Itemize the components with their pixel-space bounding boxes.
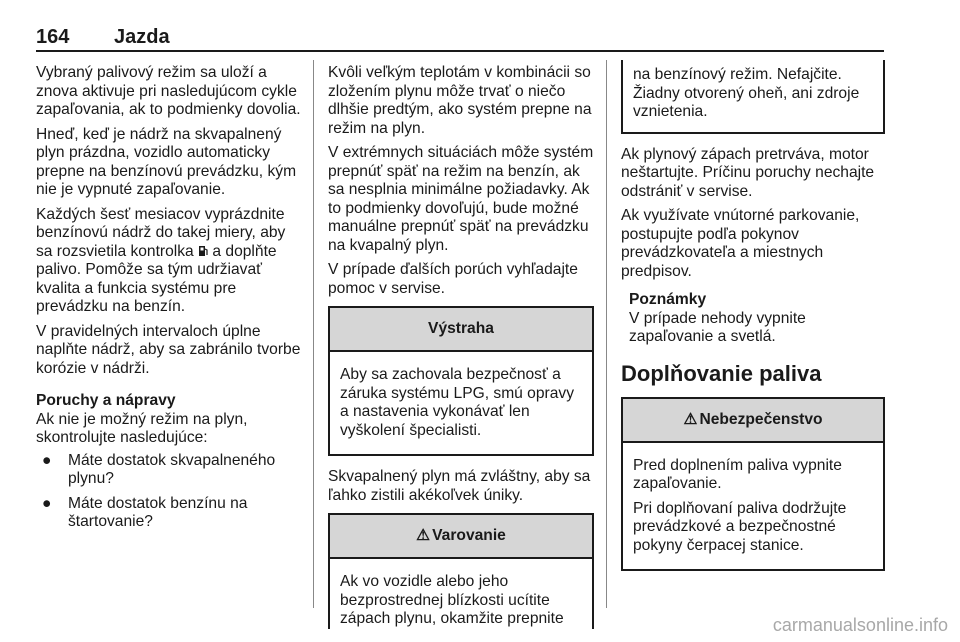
paragraph: Skvapalnený plyn má zvláštny, aby sa ľahko zistili akékoľvek úniky. bbox=[328, 468, 591, 504]
warning-triangle-icon: ⚠ bbox=[683, 410, 698, 428]
warning-box bbox=[328, 306, 594, 456]
column-1 bbox=[36, 64, 304, 538]
bullet-icon: ● bbox=[42, 494, 52, 512]
column-2 bbox=[328, 64, 594, 629]
caution-box-continued bbox=[621, 60, 885, 134]
box-text: Ak vo vozidle alebo jeho bezprostrednej blízkosti ucítite zápach plynu, okamžite prepnite bbox=[340, 573, 564, 627]
note-title: Poznámky bbox=[629, 291, 707, 308]
paragraph: V prípade ďalších porúch vyhľadajte pomoc v servise. bbox=[328, 261, 578, 297]
paragraph: V extrémnych situáciách môže systém prepnúť späť na režim na benzín, ak sa nesplnia minimálne požiadavky. Ak to podmienky dovoľujú, bude možné manuálne prepnúť späť na prevádzku na kvapalný plyn. bbox=[328, 144, 594, 254]
column-3 bbox=[621, 64, 885, 583]
paragraph: Ak nie je možný režim na plyn, skontrolujte nasledujúce: bbox=[36, 410, 248, 446]
page-header bbox=[36, 24, 884, 52]
danger-box bbox=[621, 397, 885, 572]
box-text: Pri doplňovaní paliva dodržujte prevádzkové a bezpečnostné pokyny čerpacej stanice. bbox=[633, 499, 847, 554]
list-item: ● Máte dostatok skvapalneného plynu? bbox=[42, 451, 276, 487]
watermark: carmanualsonline.info bbox=[772, 615, 948, 635]
paragraph: Hneď, keď je nádrž na skvapalnený plyn prázdna, vozidlo automaticky prepne na benzínovú prevádzku, kým nie je vypnuté zapaľovanie. bbox=[36, 125, 297, 198]
note bbox=[621, 291, 885, 347]
paragraph: Vybraný palivový režim sa uloží a znova aktivuje pri nasledujúcom cykle zapaľovania, ak to podmienky dovolia. bbox=[36, 64, 301, 118]
box-title: Výstraha bbox=[330, 308, 592, 352]
box-text: na benzínový režim. Nefajčite. Žiadny otvorený oheň, ani zdroje vznietenia. bbox=[633, 66, 860, 120]
column-divider bbox=[606, 60, 607, 608]
list-item: ● Máte dostatok benzínu na štartovanie? bbox=[42, 494, 248, 530]
paragraph: Kvôli veľkým teplotám v kombinácii so zložením plynu môže trvať o niečo dlhšie predtým, ako systém prepne na režim na plyn. bbox=[328, 64, 592, 137]
paragraph: Ak využívate vnútorné parkovanie, postupujte podľa pokynov prevádzkovateľa a miestnych predpisov. bbox=[621, 207, 860, 280]
checklist bbox=[36, 452, 304, 532]
paragraph: Ak plynový zápach pretrváva, motor neštartujte. Príčinu poruchy nechajte odstrániť v servise. bbox=[621, 145, 875, 200]
warning-triangle-icon: ⚠ bbox=[416, 527, 431, 544]
box-text: Pred doplnením paliva vypnite zapaľovanie. bbox=[633, 456, 842, 492]
section-title: Poruchy a nápravy bbox=[36, 392, 176, 409]
column-divider bbox=[313, 60, 314, 608]
chapter-title: Jazda bbox=[114, 26, 170, 48]
paragraph: Každých šesť mesiacov vyprázdnite benzínovú nádrž do takej miery, aby sa rozsvietila kontrolka a doplňte palivo. Pomôže sa tým udržiavať kvalita a funkcia systému pre prevádzku na benzín. bbox=[36, 205, 286, 315]
box-text: Aby sa zachovala bezpečnosť a záruka systému LPG, smú opravy a nastavenia vykonávať len vyškolení špecialisti. bbox=[340, 366, 574, 439]
paragraph: V pravidelných intervaloch úplne naplňte nádrž, aby sa zabránilo tvorbe korózie v nádrži. bbox=[36, 322, 301, 377]
note-text: V prípade nehody vypnite zapaľovanie a svetlá. bbox=[629, 309, 806, 345]
caution-box bbox=[328, 513, 594, 629]
page-number: 164 bbox=[36, 26, 70, 48]
box-title: ⚠ Nebezpečenstvo bbox=[623, 399, 883, 443]
lpg-fuel-icon bbox=[198, 245, 208, 257]
box-title: ⚠ Varovanie bbox=[330, 515, 592, 559]
bullet-icon: ● bbox=[42, 451, 52, 469]
section-heading: Doplňovanie paliva bbox=[621, 360, 822, 386]
